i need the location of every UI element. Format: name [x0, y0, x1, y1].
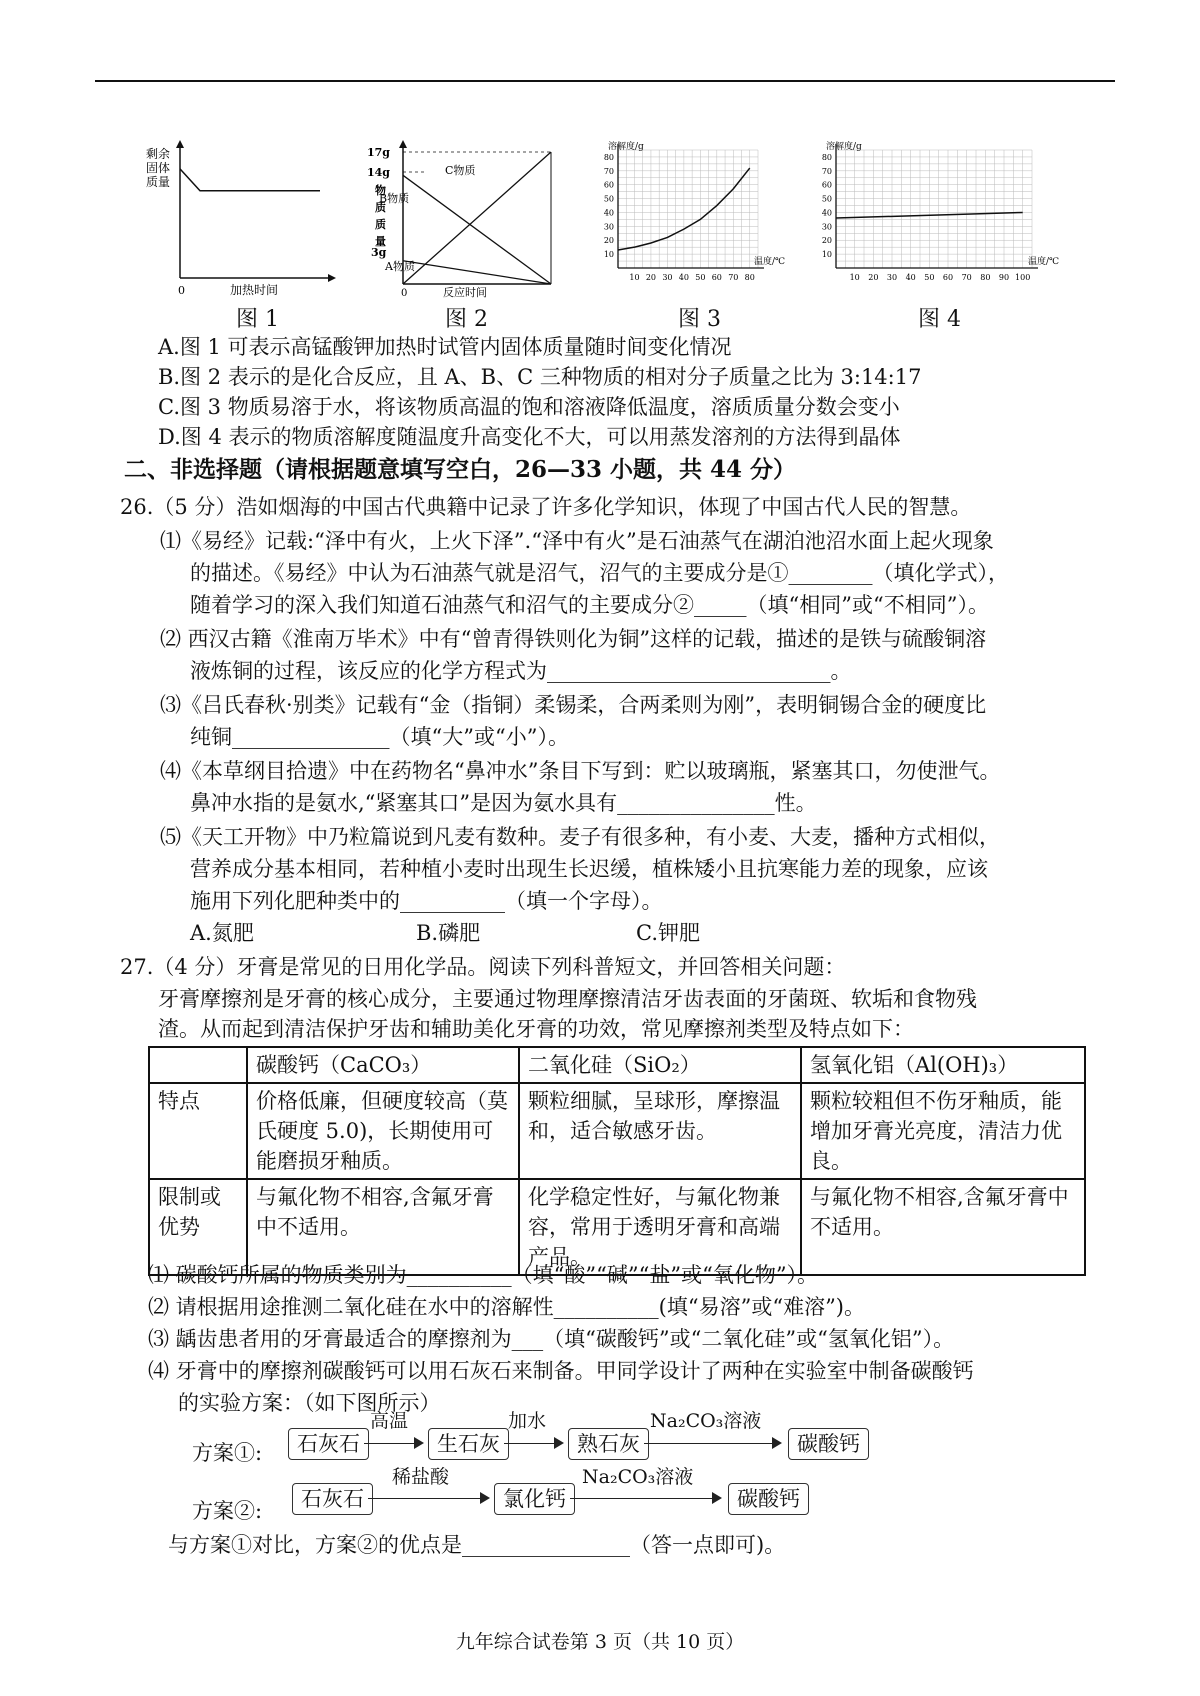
- q26-stem: 26.（5 分）浩如烟海的中国古代典籍中记录了许多化学知识，体现了中国古代人民的智慧。: [120, 495, 972, 519]
- fig4-xtick-label: 70: [961, 273, 972, 282]
- fig2-xlabel: 反应时间: [443, 286, 487, 298]
- q26-part4-line2: 鼻冲水指的是氨水,“紧塞其口”是因为氨水具有_______________性。: [190, 791, 817, 815]
- q26-part1-line2: 的描述。《易经》中认为石油蒸气就是沼气，沼气的主要成分是①________（填化学式），: [190, 561, 1009, 585]
- fig3-ytick-label: 40: [603, 208, 614, 218]
- fig4-ylabel: 溶解度/g: [826, 142, 862, 152]
- fig4-ytick-label: 60: [821, 180, 832, 190]
- q26-part2-line2: 液炼铜的过程，该反应的化学方程式为___________________________。: [190, 659, 852, 683]
- plan1-node-limestone: 石灰石: [288, 1428, 369, 1460]
- fig2-ylabel-3: 质: [375, 218, 386, 231]
- top-rule: [95, 80, 1115, 82]
- fig2-ytick-14g: 14g: [367, 166, 390, 179]
- q27-sub3: ⑶ 龋齿患者用的牙膏最适合的摩擦剂为___（填“碳酸钙”或“二氧化硅”或“氢氧化铝”）。: [148, 1327, 955, 1351]
- plan2-node-limestone: 石灰石: [292, 1483, 373, 1515]
- fig4-xtick-label: 30: [886, 273, 898, 282]
- figure-1: [140, 138, 340, 302]
- table-cell: 特点: [149, 1083, 247, 1179]
- q26-part1-line3: 随着学习的深入我们知道石油蒸气和沼气的主要成分②_____（填“相同”或“不相同”）。: [190, 593, 989, 617]
- fig1-xlabel: 加热时间: [230, 283, 279, 297]
- fig3-xtick-label: 50: [695, 273, 706, 282]
- fig2-series-B: [403, 175, 551, 284]
- q27-intro-line2: 渣。从而起到清洁保护牙齿和辅助美化牙膏的功效，常见摩擦剂类型及特点如下：: [158, 1017, 914, 1041]
- plan2-node-calcium-carbonate: 碳酸钙: [728, 1483, 809, 1515]
- table-header-cell: 碳酸钙（CaCO₃）: [247, 1047, 519, 1083]
- fig1-series-line: [180, 169, 320, 191]
- fig2-ytick-3g: 3g: [371, 246, 387, 259]
- plan2-node-calcium-chloride: 氯化钙: [494, 1483, 575, 1515]
- option-b: B.图 2 表示的是化合反应，且 A、B、C 三种物质的相对分子质量之比为 3:14:17: [158, 365, 922, 389]
- fig2-ylabel-4: 量: [375, 235, 386, 248]
- plan1-node-calcium-carbonate: 碳酸钙: [788, 1428, 869, 1460]
- plan2-arrow2: [570, 1498, 720, 1499]
- plan2-label: 方案②:: [192, 1499, 263, 1523]
- plan1-arrow3: [644, 1443, 780, 1444]
- fig4-xtick-label: 50: [924, 273, 935, 282]
- figure-2: [365, 138, 565, 302]
- fig3-ytick-label: 20: [603, 236, 614, 246]
- figure-3-caption: 图 3: [678, 307, 721, 332]
- figure-3: [588, 138, 788, 302]
- q27-sub4-line2: 的实验方案：（如下图所示）: [178, 1391, 441, 1415]
- plan2-arrow1: [368, 1498, 488, 1499]
- fig3-xtick-label: 70: [728, 273, 739, 282]
- figure-4-caption: 图 4: [918, 307, 961, 332]
- fig3-ytick-label: 50: [603, 194, 614, 204]
- q26-part3-line1: ⑶《吕氏春秋·别类》记载有“金（指铜）柔锡柔，合两柔则为刚”，表明铜锡合金的硬度比: [160, 693, 987, 717]
- q26-option-b: B.磷肥: [416, 921, 481, 945]
- figure-4: [806, 138, 1062, 302]
- fig4-ytick-label: 40: [821, 208, 832, 218]
- plan2-arrow2-label: Na₂CO₃溶液: [582, 1466, 694, 1488]
- plan1-node-slakedlime: 熟石灰: [568, 1428, 649, 1460]
- fig3-ytick-label: 80: [603, 152, 614, 162]
- fig2-label-A: A物质: [385, 260, 415, 273]
- figure-3-chart: [588, 138, 788, 298]
- fig3-xtick-label: 40: [678, 273, 689, 282]
- fig1-ylabel-3: 质量: [146, 175, 171, 189]
- fig3-xtick-label: 80: [744, 273, 755, 282]
- q26-option-c: C.钾肥: [636, 921, 700, 945]
- q27-stem: 27.（4 分）牙膏是常见的日用化学品。阅读下列科普短文，并回答相关问题：: [120, 955, 846, 979]
- q26-part4-line1: ⑷《本草纲目拾遗》中在药物名“鼻冲水”条目下写到：贮以玻璃瓶，紧塞其口，勿使泄气。: [160, 759, 1001, 783]
- table-header-cell: 二氧化硅（SiO₂）: [519, 1047, 801, 1083]
- fig3-xtick-label: 20: [645, 273, 657, 282]
- q26-part1-line1: ⑴《易经》记载:“泽中有火，上火下泽”.“泽中有火”是石油蒸气在湖泊池沼水面上起火现象: [160, 529, 994, 553]
- fig3-ytick-label: 60: [603, 180, 614, 190]
- page-footer: 九年综合试卷第 3 页（共 10 页）: [455, 1631, 745, 1653]
- plan1-arrow1-label: 高温: [370, 1410, 409, 1432]
- plan1-arrow2: [504, 1443, 562, 1444]
- table-row: [149, 1083, 1085, 1179]
- fig4-xtick-label: 80: [980, 273, 991, 282]
- table-cell: 与氟化物不相容,含氟牙膏中不适用。: [801, 1179, 1085, 1275]
- fig3-xlabel: 温度/℃: [754, 257, 786, 267]
- fig2-label-B: B物质: [379, 192, 410, 205]
- plan1-node-quicklime: 生石灰: [428, 1428, 509, 1460]
- table-cell: 与氟化物不相容,含氟牙膏中不适用。: [247, 1179, 519, 1275]
- fig4-ytick-label: 10: [821, 250, 832, 260]
- fig3-ytick-label: 70: [603, 166, 614, 176]
- fig4-ytick-label: 50: [821, 194, 832, 204]
- fig4-xtick-label: 100: [1015, 273, 1031, 282]
- fig3-ytick-label: 10: [603, 250, 614, 260]
- plan1-arrow2-label: 加水: [508, 1410, 547, 1432]
- plan1-arrow3-label: Na₂CO₃溶液: [650, 1410, 762, 1432]
- fig3-xtick-label: 30: [662, 273, 673, 282]
- abrasive-comparison-table: [148, 1046, 1086, 1276]
- q26-part5-line3: 施用下列化肥种类中的__________（填一个字母）。: [190, 889, 663, 913]
- fig2-origin: 0: [401, 288, 408, 298]
- figure-2-caption: 图 2: [445, 307, 488, 332]
- fig1-ylabel-1: 剩余: [146, 147, 171, 161]
- q27-intro-line1: 牙膏摩擦剂是牙膏的核心成分，主要通过物理摩擦清洁牙齿表面的牙菌斑、软垢和食物残: [158, 987, 977, 1011]
- option-c: C.图 3 物质易溶于水，将该物质高温的饱和溶液降低温度，溶质质量分数会变小: [158, 395, 900, 419]
- q26-part3-line2: 纯铜_______________（填“大”或“小”）。: [190, 725, 569, 749]
- q26-part5-line2: 营养成分基本相同，若种植小麦时出现生长迟缓，植株矮小且抗寒能力差的现象，应该: [190, 857, 988, 881]
- table-header-cell: 氢氧化铝（Al(OH)₃）: [801, 1047, 1085, 1083]
- plan2-arrow1-label: 稀盐酸: [392, 1466, 450, 1488]
- table-cell: 价格低廉，但硬度较高（莫氏硬度 5.0)，长期使用可能磨损牙釉质。: [247, 1083, 519, 1179]
- section-title: 二、非选择题（请根据题意填写空白，26—33 小题，共 44 分）: [124, 456, 797, 483]
- fig3-xtick-label: 60: [711, 273, 722, 282]
- fig4-ytick-label: 30: [821, 222, 832, 232]
- fig1-ylabel-2: 固体: [146, 161, 171, 175]
- fig4-xtick-label: 10: [849, 273, 860, 282]
- table-cell: 颗粒细腻，呈球形，摩擦温和，适合敏感牙齿。: [519, 1083, 801, 1179]
- q27-sub1: ⑴ 碳酸钙所属的物质类别为__________（填“酸”“碱”“盐”或“氧化物”）。: [148, 1263, 819, 1287]
- option-d: D.图 4 表示的物质溶解度随温度升高变化不大，可以用蒸发溶剂的方法得到晶体: [158, 425, 901, 449]
- figure-1-caption: 图 1: [236, 307, 279, 332]
- option-a: A.图 1 可表示高锰酸钾加热时试管内固体质量随时间变化情况: [158, 335, 732, 359]
- fig4-xtick-label: 20: [868, 273, 879, 282]
- fig4-ytick-label: 70: [821, 166, 832, 176]
- fig3-ytick-label: 30: [603, 222, 614, 232]
- table-header-row: [149, 1047, 1085, 1083]
- table-cell: 颗粒较粗但不伤牙釉质，能增加牙膏光亮度，清洁力优良。: [801, 1083, 1085, 1179]
- q27-final-question: 与方案①对比，方案②的优点是________________（答一点即可)。: [168, 1533, 786, 1557]
- q27-sub2: ⑵ 请根据用途推测二氧化硅在水中的溶解性__________(填“易溶”或“难溶”)。: [148, 1295, 866, 1319]
- q26-part5-line1: ⑸《天工开物》中乃粒篇说到凡麦有数种。麦子有很多种，有小麦、大麦，播种方式相似，: [160, 825, 1000, 849]
- figure-1-chart: [140, 138, 340, 298]
- fig4-ytick-label: 80: [821, 152, 832, 162]
- fig2-ylabel-1: 物: [375, 184, 386, 197]
- figure-4-chart: [806, 138, 1062, 298]
- fig4-ytick-label: 20: [821, 236, 832, 246]
- table-cell: 化学稳定性好，与氟化物兼容，常用于透明牙膏和高端产品。: [519, 1179, 801, 1275]
- fig2-series-C: [403, 152, 551, 284]
- fig1-origin: 0: [178, 284, 185, 297]
- q26-option-a: A.氮肥: [190, 921, 254, 945]
- plan1-label: 方案①:: [192, 1441, 263, 1465]
- q26-part2-line1: ⑵ 西汉古籍《淮南万毕术》中有“曾青得铁则化为铜”这样的记载，描述的是铁与硫酸铜溶: [160, 627, 987, 651]
- plan1-arrow1: [364, 1443, 422, 1444]
- fig4-xtick-label: 90: [998, 273, 1010, 282]
- fig3-xtick-label: 10: [629, 273, 640, 282]
- fig4-xtick-label: 60: [942, 273, 954, 282]
- figure-2-chart: [365, 138, 565, 298]
- table-header-cell: [149, 1047, 247, 1083]
- fig4-xlabel: 温度/℃: [1028, 257, 1060, 267]
- fig2-ytick-17g: 17g: [367, 146, 390, 159]
- q27-sub4-line1: ⑷ 牙膏中的摩擦剂碳酸钙可以用石灰石来制备。甲同学设计了两种在实验室中制备碳酸钙: [148, 1359, 974, 1383]
- fig4-xtick-label: 40: [905, 273, 916, 282]
- fig2-label-C: C物质: [445, 164, 476, 177]
- fig2-ylabel-2: 质: [375, 201, 386, 214]
- table-cell: 限制或优势: [149, 1179, 247, 1275]
- fig3-ylabel: 溶解度/g: [608, 142, 644, 152]
